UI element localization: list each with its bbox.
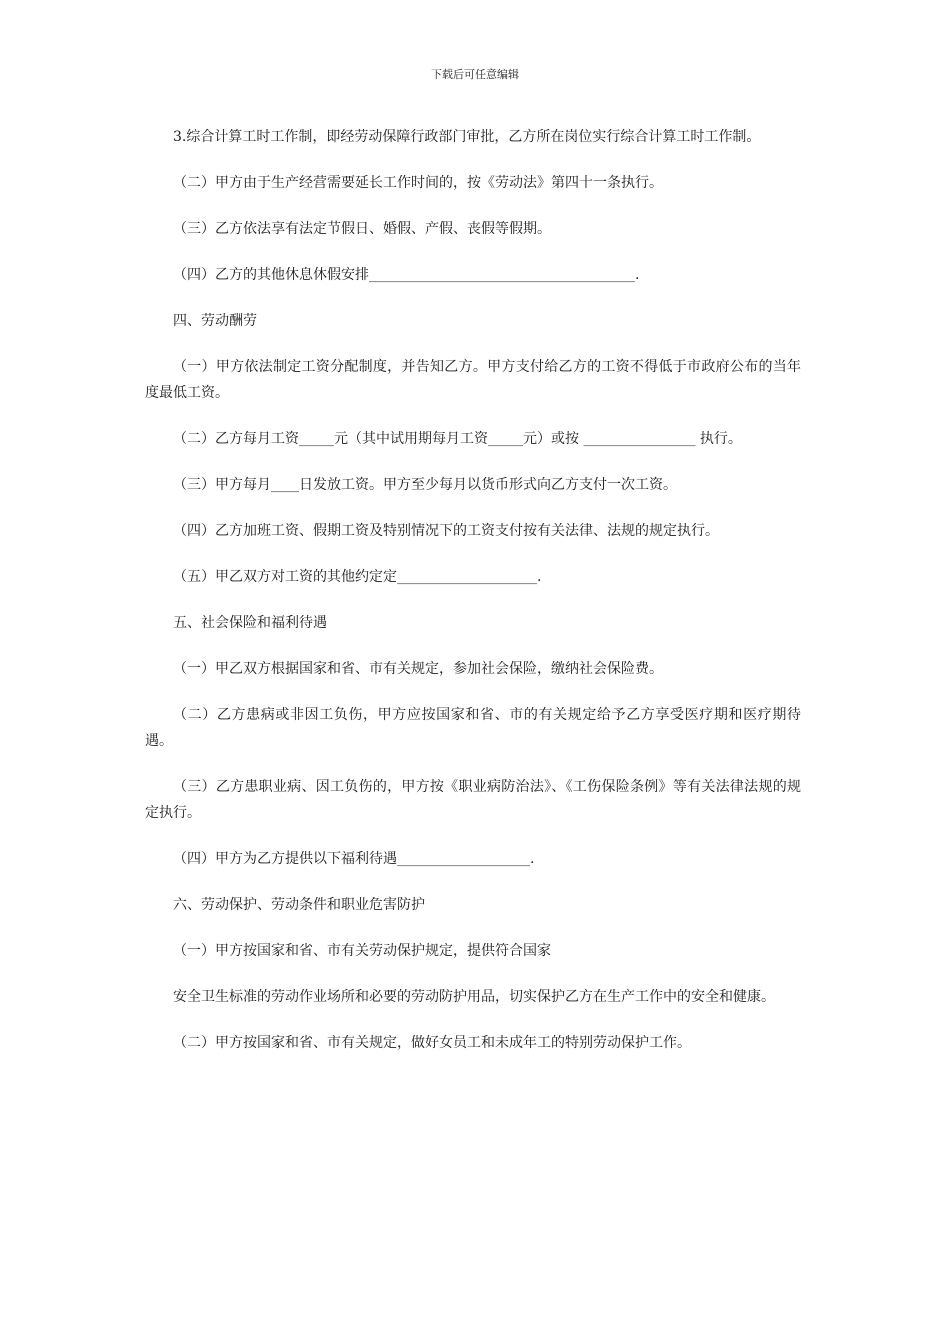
paragraph-occupational-disease: （三）乙方患职业病、因工负伤的，甲方按《职业病防治法》、《工伤保险条例》等有关法律法规的规定执行。: [145, 779, 801, 821]
document-body: [145, 124, 801, 1076]
paragraph-pay-day: （三）甲方每月____日发放工资。甲方至少每月以货币形式向乙方支付一次工资。: [173, 477, 677, 493]
paragraph-other-wage-agreement: （五）甲乙双方对工资的其他约定定____________________.: [173, 569, 542, 585]
page-header: 下载后可任意编辑: [431, 68, 519, 81]
paragraph-overtime-pay: （四）乙方加班工资、假期工资及特别情况下的工资支付按有关法律、法规的规定执行。: [173, 523, 719, 539]
paragraph-social-insurance: （一）甲乙双方根据国家和省、市有关规定，参加社会保险，缴纳社会保险费。: [173, 661, 663, 677]
paragraph-protection-provision: （一）甲方按国家和省、市有关劳动保护规定，提供符合国家: [173, 943, 551, 959]
paragraph-safety-standards: 安全卫生标准的劳动作业场所和必要的劳动防护用品，切实保护乙方在生产工作中的安全和健康。: [173, 989, 775, 1005]
paragraph-other-leave: （四）乙方的其他休息休假安排______________________________________.: [173, 267, 640, 283]
section-heading-social-insurance: 五、社会保险和福利待遇: [173, 615, 327, 631]
paragraph-benefits: （四）甲方为乙方提供以下福利待遇___________________.: [173, 851, 535, 867]
paragraph-comprehensive-hours: 3.综合计算工时工作制，即经劳动保障行政部门审批，乙方所在岗位实行综合计算工时工作制。: [173, 129, 761, 145]
paragraph-wage-system: （一）甲方依法制定工资分配制度，并告知乙方。甲方支付给乙方的工资不得低于市政府公布的当年度最低工资。: [145, 359, 801, 401]
paragraph-special-protection: （二）甲方按国家和省、市有关规定，做好女员工和未成年工的特别劳动保护工作。: [173, 1035, 691, 1051]
section-heading-remuneration: 四、劳动酬劳: [173, 313, 257, 329]
paragraph-sick-leave: （二）乙方患病或非因工负伤，甲方应按国家和省、市的有关规定给予乙方享受医疗期和医疗期待遇。: [145, 707, 801, 749]
paragraph-legal-holidays: （三）乙方依法享有法定节假日、婚假、产假、丧假等假期。: [173, 221, 551, 237]
section-heading-labor-protection: 六、劳动保护、劳动条件和职业危害防护: [173, 897, 425, 913]
paragraph-overtime-extension: （二）甲方由于生产经营需要延长工作时间的，按《劳动法》第四十一条执行。: [173, 175, 663, 191]
paragraph-monthly-wage: （二）乙方每月工资_____元（其中试用期每月工资_____元）或按 ________________ 执行。: [173, 431, 742, 447]
